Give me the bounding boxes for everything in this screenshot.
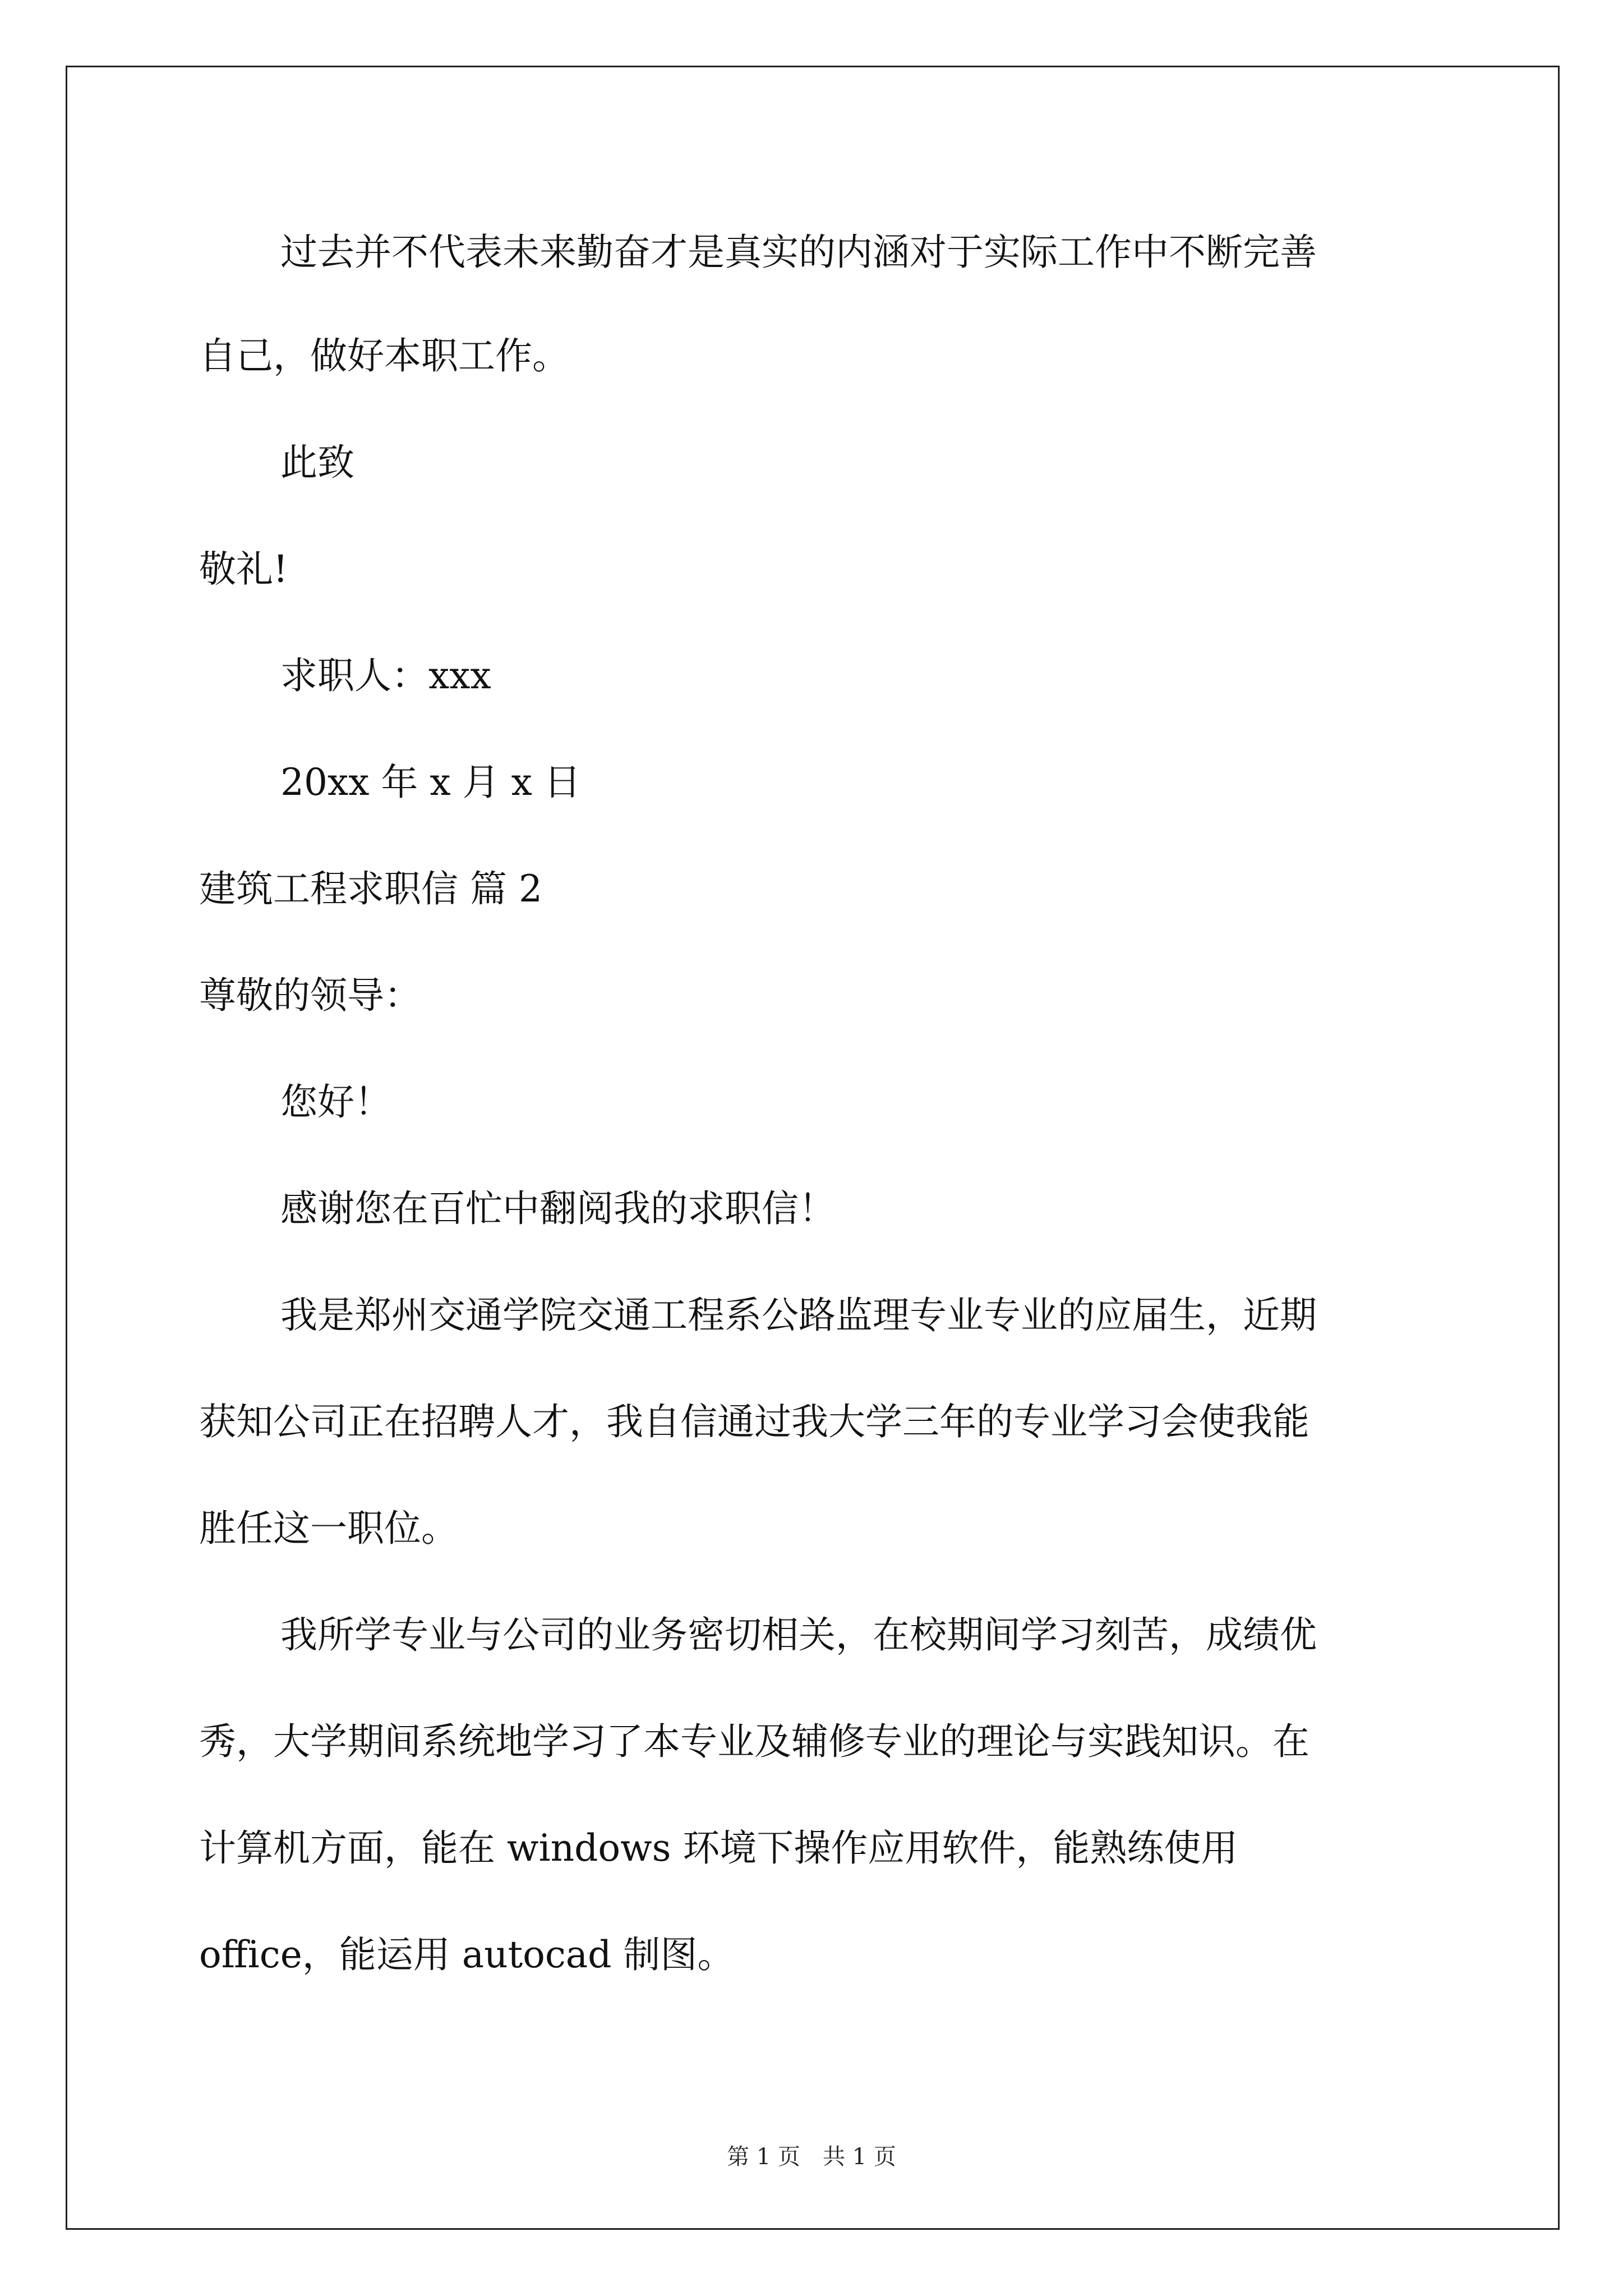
paragraph-line: 自己，做好本职工作。 <box>199 334 569 378</box>
paragraph-line: 我是郑州交通学院交通工程系公路监理专业专业的应届生，近期 <box>280 1294 1317 1337</box>
paragraph-line: 计算机方面，能在 windows 环境下操作应用软件，能熟练使用 <box>199 1826 1238 1870</box>
closing-salutation: 此致 <box>280 441 354 484</box>
section-heading: 建筑工程求职信 篇 2 <box>199 867 542 910</box>
greeting: 尊敬的领导： <box>199 974 421 1017</box>
paragraph-line: 胜任这一职位。 <box>199 1507 458 1550</box>
greeting-hello: 您好！ <box>280 1080 391 1124</box>
closing-regards: 敬礼! <box>199 547 288 591</box>
paragraph-line: 过去并不代表未来勤奋才是真实的内涵对于实际工作中不断完善 <box>280 231 1317 274</box>
applicant-signature: 求职人：xxx <box>280 654 491 697</box>
page-border <box>66 66 1560 2230</box>
letter-date: 20xx 年 x 月 x 日 <box>280 761 581 804</box>
paragraph-line: 秀，大学期间系统地学习了本专业及辅修专业的理论与实践知识。在 <box>199 1720 1310 1763</box>
paragraph-line: 感谢您在百忙中翻阅我的求职信！ <box>280 1187 836 1230</box>
page-footer: 第 1 页 共 1 页 <box>727 2144 896 2170</box>
paragraph-line: office，能运用 autocad 制图。 <box>199 1933 735 1976</box>
paragraph-line: 获知公司正在招聘人才，我自信通过我大学三年的专业学习会使我能 <box>199 1400 1310 1443</box>
paragraph-line: 我所学专业与公司的业务密切相关，在校期间学习刻苦，成绩优 <box>280 1613 1317 1657</box>
